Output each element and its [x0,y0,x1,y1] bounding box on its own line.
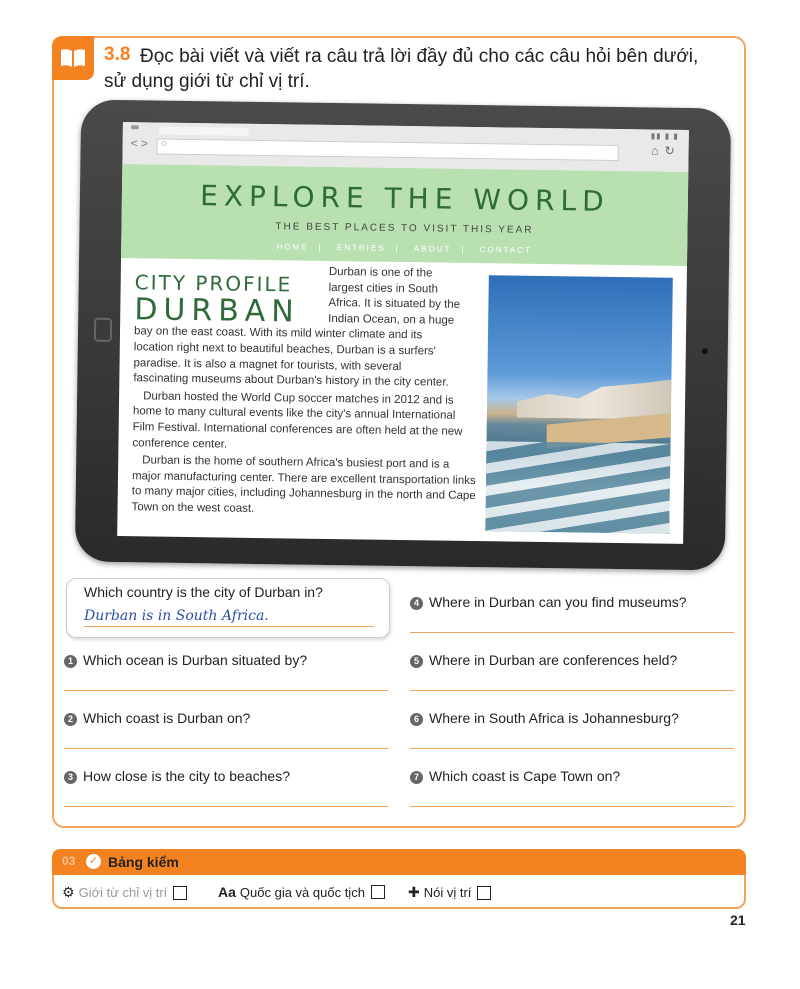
question-number: 7 [410,771,423,784]
city-profile-heading [134,270,300,329]
puzzle-icon: ✚ [408,884,420,900]
grammar-icon: ⚙ [62,884,75,900]
answer-line-2[interactable] [64,748,388,749]
question-6 [410,710,679,726]
example-answer-line [84,626,374,627]
site-header [121,164,688,266]
para1-line: paradise. It is also a magnet for tourists, with several [133,356,402,373]
question-text: Which coast is Cape Town on? [429,768,621,784]
checkbox-speaking[interactable] [477,886,491,900]
answer-line-1[interactable] [64,690,388,691]
article-paragraph-3: Durban is the home of southern Africa's busiest port and is a major manufacturing center. There are excellent transportation links to many major cities, including Johannesburg in the north and Cape Town on the west coast. [131,454,476,515]
question-text: Which coast is Durban on? [83,710,251,726]
question-number: 6 [410,713,423,726]
tablet-camera [702,348,708,354]
para1-line: largest cities in South [328,281,439,296]
open-book-icon [59,47,87,69]
back-forward-icon: < > [130,136,149,151]
status-icons: ▮▮ ▮ ▮ [650,131,679,141]
reload-icon: ↻ [664,143,675,158]
question-3 [64,768,290,784]
question-2 [64,710,250,726]
answer-line-6[interactable] [410,748,734,749]
nav-contact: CONTACT [479,245,532,255]
checklist-label: Quốc gia và quốc tịch [239,884,365,900]
example-question: Which country is the city of Durban in? [84,584,323,600]
question-7 [410,768,620,784]
url-box [156,139,618,161]
para1-line: bay on the east coast. With its mild winter climate and its [133,325,423,342]
checklist-label: Giới từ chỉ vị trí [78,885,168,900]
checklist-item-vocabulary [218,884,385,900]
home-icon: ⌂ [651,143,659,158]
question-text: Where in Durban are conferences held? [429,652,678,668]
checklist-item-grammar [62,884,187,901]
aa-icon: Aa [218,884,236,900]
question-1 [64,652,307,668]
site-nav: HOME | ENTRIES | ABOUT | CONTACT [276,242,532,255]
exercise-number: 3.8 [104,44,131,65]
nav-about: ABOUT [413,244,452,254]
question-4 [410,594,687,610]
tablet-home-button [94,318,112,342]
question-number: 4 [410,597,423,610]
para1-line: Indian Ocean, on a huge [328,312,455,327]
answer-line-3[interactable] [64,806,388,807]
search-icon: ○ [160,137,168,150]
durban-beach-photo [485,275,673,534]
question-number: 2 [64,713,77,726]
answer-line-5[interactable] [410,690,734,691]
checklist-label: Nói vị trí [423,885,472,900]
checklist-title: Bảng kiểm [108,854,179,870]
question-number: 5 [410,655,423,668]
checkbox-vocabulary[interactable] [371,885,385,899]
question-5 [410,652,677,668]
checklist-header [52,849,746,875]
para1-line: Africa. It is situated by the [328,297,461,311]
instruction-line-2: sử dụng giới từ chỉ vị trí. [104,71,310,92]
question-number: 3 [64,771,77,784]
checkbox-grammar[interactable] [173,886,187,900]
window-dot [131,125,139,129]
photo-buildings [517,378,672,420]
checklist-item-speaking [408,884,491,901]
browser-tab [159,127,249,136]
site-subtitle: THE BEST PLACES TO VISIT THIS YEAR [275,221,534,236]
answer-line-4[interactable] [410,632,734,633]
question-number: 1 [64,655,77,668]
para1-line: Durban is one of the [328,265,433,280]
tablet-illustration [75,99,731,570]
question-text: Which ocean is Durban situated by? [83,652,308,668]
nav-home: HOME [276,242,309,252]
book-tab [52,36,94,80]
page-number: 21 [730,912,746,928]
nav-entries: ENTRIES [336,243,386,253]
checklist-code: 03 [62,854,76,868]
example-answer: Durban is in South Africa. [84,608,269,624]
para1-line: fascinating museums about Durban's history in the city center. [133,372,449,389]
check-circle-icon: ✓ [86,854,101,869]
para1-line: location right next to beautiful beaches, Durban is a surfers' [133,341,436,358]
question-text: Where in Durban can you find museums? [429,594,687,610]
question-text: How close is the city to beaches? [83,768,290,784]
profile-city: DURBAN [134,292,301,330]
profile-label: CITY PROFILE [134,270,293,297]
article-paragraph-2: Durban hosted the World Cup soccer matches in 2012 and is home to many cultural events like the city's annual International Film Festival. International conferences are often held at the new conference center. [132,390,463,451]
photo-surf [485,441,670,534]
answer-line-7[interactable] [410,806,734,807]
question-text: Where in South Africa is Johannesburg? [429,710,679,726]
instruction-line-1: Đọc bài viết và viết ra câu trả lời đầy đủ cho các câu hỏi bên dưới, [140,46,699,67]
site-title: EXPLORE THE WORLD [199,179,610,218]
tablet-screen [117,122,689,544]
